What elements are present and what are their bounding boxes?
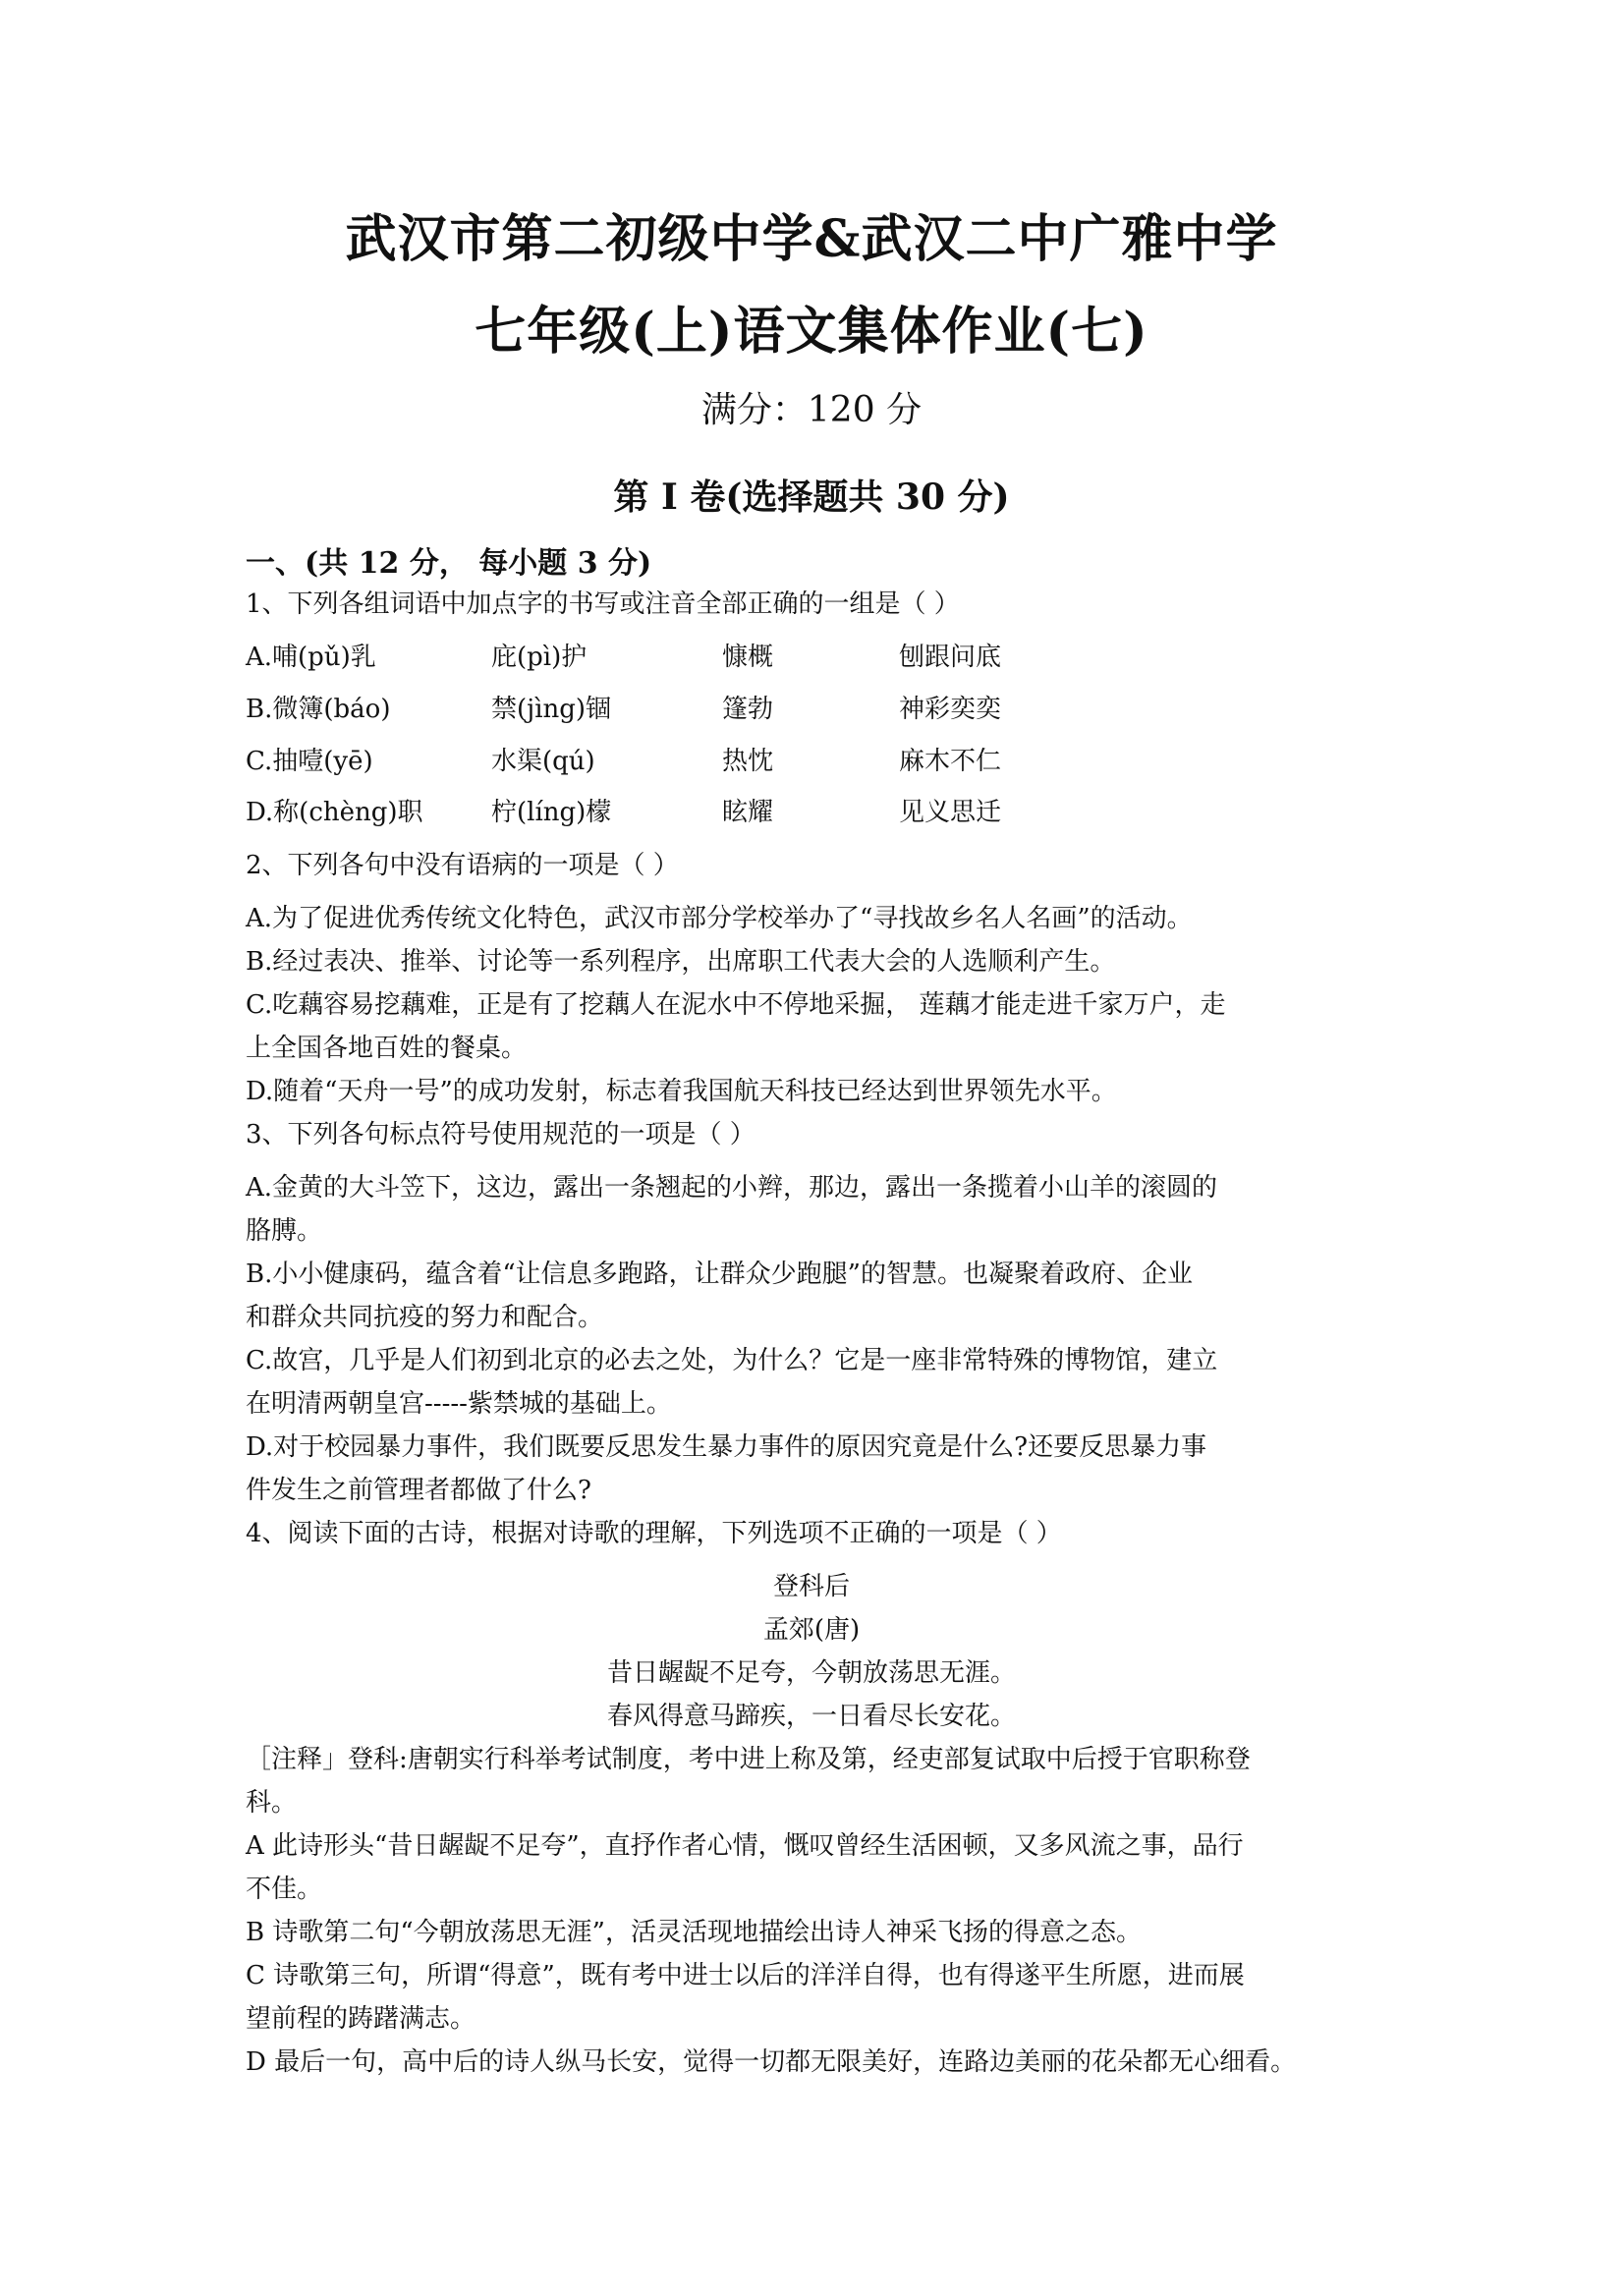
full-score: 满分：120 分 xyxy=(700,390,923,430)
q1-option-c-word-1: C.抽噎(yē) xyxy=(246,747,373,776)
q2-option-c: C.吃藕容易挖藕难，正是有了挖藕人在泥水中不停地采掘， 莲藕才能走进千家万户，走 xyxy=(246,990,1226,1020)
q1-option-b-word-2: 禁(jìng)锢 xyxy=(491,695,612,724)
q1-option-d-word-1: D.称(chèng)职 xyxy=(246,798,423,827)
q3-option-c: C.故宫，几乎是人们初到北京的必去之处，为什么？它是一座非常特殊的博物馆，建立 xyxy=(246,1346,1218,1375)
q4-option-c: C 诗歌第三句，所谓“得意”，既有考中进士以后的洋洋自得，也有得遂平生所愿，进而展 xyxy=(246,1961,1245,1990)
q3-option-d: D.对于校园暴力事件，我们既要反思发生暴力事件的原因究竟是什么?还要反思暴力事 xyxy=(246,1432,1207,1462)
q1-option-d-word-4: 见义思迁 xyxy=(899,798,1002,827)
q2-stem: 2、下列各句中没有语病的一项是（ ） xyxy=(246,851,679,880)
q1-option-d-word-2: 柠(líng)檬 xyxy=(491,798,612,827)
poem-note: ［注释」登科:唐朝实行科举考试制度，考中进上称及第，经吏部复试取中后授于官职称登 xyxy=(246,1745,1251,1774)
q2-option-d: D.随着“天舟一号”的成功发射，标志着我国航天科技已经达到世界领先水平。 xyxy=(246,1077,1117,1106)
q2-option-b: B.经过表决、推举、讨论等一系列程序，出席职工代表大会的人选顺利产生。 xyxy=(246,947,1116,977)
q3-option-a: A.金黄的大斗笠下，这边，露出一条翘起的小辫，那边，露出一条揽着小山羊的滚圆的 xyxy=(246,1173,1218,1203)
q3-option-d-cont: 件发生之前管理者都做了什么? xyxy=(246,1476,591,1505)
poem-title: 登科后 xyxy=(772,1572,850,1601)
q1-option-c-word-2: 水渠(qú) xyxy=(491,747,595,776)
q1-option-a-word-4: 刨跟问底 xyxy=(899,643,1002,672)
q4-option-a-cont: 不佳。 xyxy=(246,1875,323,1904)
q1-option-b-word-4: 神彩奕奕 xyxy=(899,695,1002,724)
school-name: 武汉市第二初级中学&武汉二中广雅中学 xyxy=(345,209,1278,269)
q1-option-a-word-3: 慷概 xyxy=(722,643,774,672)
section-heading: 一、(共 12 分， 每小题 3 分) xyxy=(246,546,652,581)
q4-option-d: D 最后一句，高中后的诗人纵马长安，觉得一切都无限美好，连路边美丽的花朵都无心细看。 xyxy=(246,2047,1297,2077)
q1-option-a-word-1: A.哺(pǔ)乳 xyxy=(246,643,376,672)
q4-option-b: B 诗歌第二句“今朝放荡思无涯”，活灵活现地描绘出诗人神采飞扬的得意之态。 xyxy=(246,1918,1142,1947)
q3-option-b-cont: 和群众共同抗疫的努力和配合。 xyxy=(246,1303,604,1332)
q1-option-b-word-1: B.微簿(báo) xyxy=(246,695,391,724)
q4-stem: 4、阅读下面的古诗，根据对诗歌的理解，下列选项不正确的一项是（ ） xyxy=(246,1519,1062,1548)
q1-option-d-word-3: 眩耀 xyxy=(722,798,774,827)
q1-option-c-word-4: 麻木不仁 xyxy=(899,747,1002,776)
part-heading: 第 I 卷(选择题共 30 分) xyxy=(613,476,1010,518)
q3-stem: 3、下列各句标点符号使用规范的一项是（ ） xyxy=(246,1120,756,1149)
poem-line-1: 昔日龌龊不足夸，今朝放荡思无涯。 xyxy=(606,1658,1016,1688)
q3-option-c-cont: 在明清两朝皇宫-----紫禁城的基础上。 xyxy=(246,1389,672,1419)
poem-note-cont: 科。 xyxy=(246,1788,298,1818)
q4-option-a: A 此诗形头“昔日龌龊不足夸”，直抒作者心情，慨叹曾经生活困顿，又多风流之事，品行 xyxy=(246,1831,1244,1861)
q3-option-a-cont: 胳膊。 xyxy=(246,1216,323,1246)
q1-option-a-word-2: 庇(pì)护 xyxy=(491,643,588,672)
q2-option-c-cont: 上全国各地百姓的餐桌。 xyxy=(246,1034,528,1063)
q1-option-b-word-3: 篷勃 xyxy=(722,695,774,724)
poem-line-2: 春风得意马蹄疾，一日看尽长安花。 xyxy=(606,1702,1016,1731)
q4-option-c-cont: 望前程的踌躇满志。 xyxy=(246,2004,476,2034)
q1-option-c-word-3: 热忱 xyxy=(722,747,774,776)
q3-option-b: B.小小健康码，蕴含着“让信息多跑路，让群众少跑腿”的智慧。也凝聚着政府、企业 xyxy=(246,1260,1193,1289)
paper-title: 七年级(上)语文集体作业(七) xyxy=(475,302,1148,362)
poem-author: 孟郊(唐) xyxy=(762,1615,861,1645)
q1-stem: 1、下列各组词语中加点字的书写或注音全部正确的一组是（ ） xyxy=(246,589,960,619)
q2-option-a: A.为了促进优秀传统文化特色，武汉市部分学校举办了“寻找故乡名人名画”的活动。 xyxy=(246,904,1193,933)
